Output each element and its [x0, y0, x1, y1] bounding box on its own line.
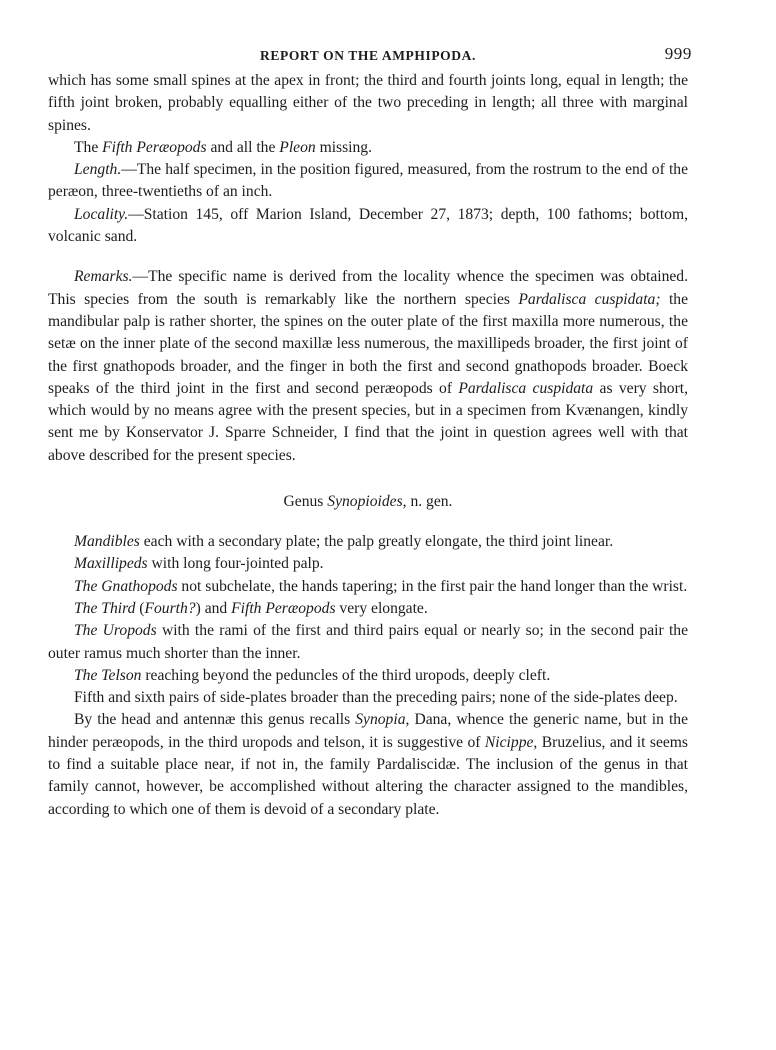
genus-heading: Genus Synopioides, n. gen. — [283, 493, 453, 511]
locality-label: Locality. — [74, 205, 129, 223]
peraeopods-paragraph: The Third (Fourth?) and Fifth Peræopods very elongate. — [74, 599, 428, 617]
fifth-peraeopods-paragraph: The Fifth Peræopods and all the Pleon missing. — [74, 138, 372, 156]
remarks-paragraph: Remarks.—The specific name is derived from the locality whence the specimen was obtained. This species from the south is remarkably like the northern species Pardalisca cuspidata; the mandibular palp is rather shorter, the spines on the outer plate of the first maxilla more numerous, the setæ on the inner plate of the second maxillæ less numerous, the maxillipeds broader, the first joint of the first gnathopods broader, and the finger in both the first and second gnathopods broader. Boeck speaks of the third joint in the first and second peræopods of Pardalisca cuspidata as very short, which would by no means agree with the present species, but in a specimen from Kvænangen, kindly sent me by Konservator J. Sparre Schneider, I find that the joint in question agrees well with that above described for the present species. — [48, 268, 689, 464]
side-plates-paragraph: Fifth and sixth pairs of side-plates broader than the preceding pairs; none of the side-plates deep. — [74, 689, 678, 707]
remarks-label: Remarks. — [74, 268, 133, 286]
running-header — [48, 44, 692, 70]
locality-paragraph: Locality.—Station 145, off Marion Island, December 27, 1873; depth, 100 fathoms; bottom, volcanic sand. — [48, 205, 688, 246]
mandibles-paragraph: Mandibles each with a secondary plate; the palp greatly elongate, the third joint linear. — [74, 533, 614, 551]
length-label: Length. — [74, 161, 122, 179]
length-paragraph: Length.—The half specimen, in the position figured, measured, from the rostrum to the end of the peræon, three-twentieths of an inch. — [48, 161, 688, 201]
gnathopods-paragraph: The Gnathopods not subchelate, the hands tapering; in the first pair the hand longer than the wrist. — [74, 577, 688, 595]
header-title: REPORT ON THE AMPHIPODA. — [260, 48, 476, 63]
maxillipeds-paragraph: Maxillipeds with long four-jointed palp. — [74, 555, 324, 573]
continuation-paragraph: which has some small spines at the apex in front; the third and fourth joints long, equal in length; the fifth joint broken, probably equalling either of the two preceding in length; all three with marginal spines. — [48, 72, 688, 134]
uropods-paragraph: The Uropods with the rami of the first and third pairs equal or nearly so; in the second pair the outer ramus much shorter than the inner. — [48, 622, 689, 662]
closing-paragraph: By the head and antennæ this genus recalls Synopia, Dana, whence the generic name, but in the hinder peræopods, in the third uropods and telson, it is suggestive of Nicippe, Bruzelius, and it seems to find a suitable place near, if not in, the family Pardaliscidæ. The inclusion of the genus in that family cannot, however, be accomplished without altering the character assigned to the mandibles, according to which one of them is devoid of a secondary plate. — [48, 711, 688, 818]
telson-paragraph: The Telson reaching beyond the peduncles of the third uropods, deeply cleft. — [74, 666, 551, 684]
page-number: 999 — [664, 44, 692, 63]
document-page — [48, 44, 692, 821]
